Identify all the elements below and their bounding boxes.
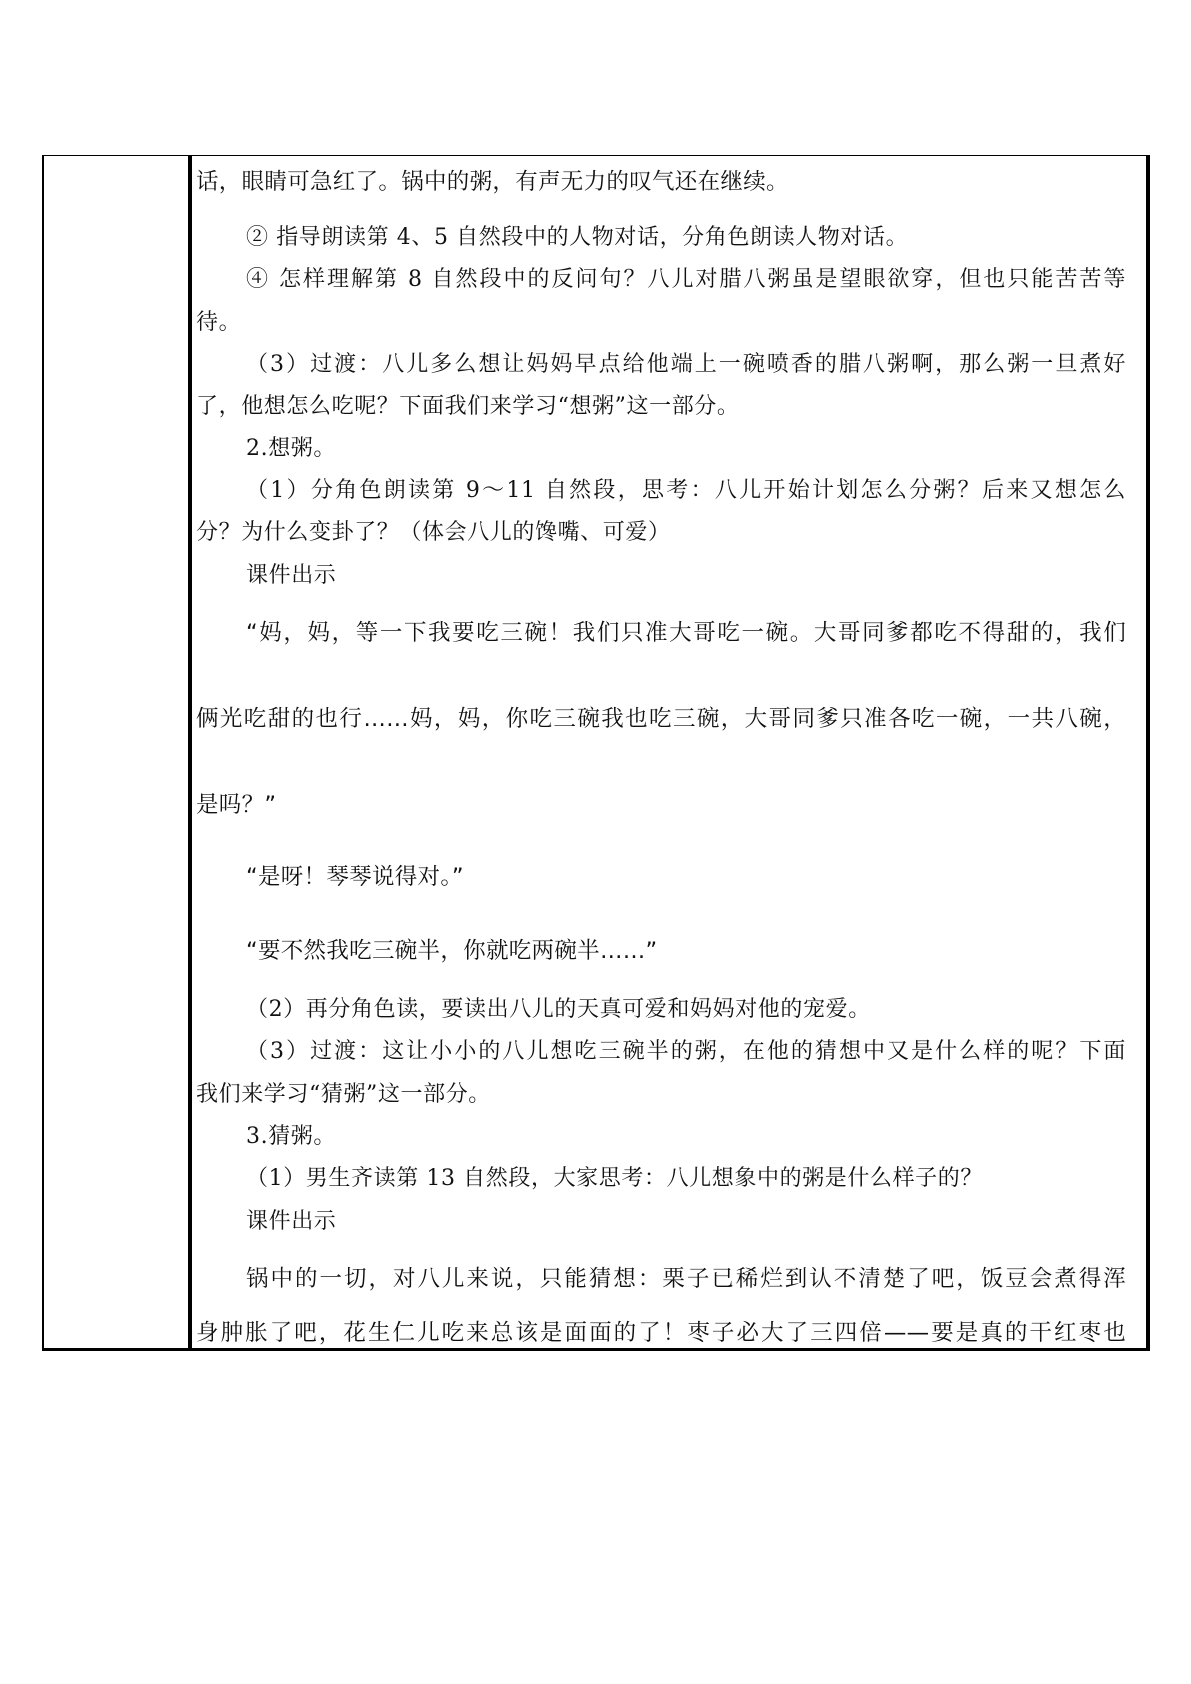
text-line: 3.猜粥。 [246, 1124, 336, 1149]
label-cell [44, 156, 192, 1348]
text-line: “妈，妈，等一下我要吃三碗！我们只准大哥吃一碗。大哥同爹都吃不得甜的，我们 [246, 620, 1126, 646]
text-line: ② 指导朗读第 4、5 自然段中的人物对话，分角色朗读人物对话。 [246, 225, 909, 250]
text-line: （1）男生齐读第 13 自然段，大家思考：八儿想象中的粥是什么样子的？ [246, 1166, 983, 1191]
text-line: （1）分角色朗读第 9～11 自然段，思考：八儿开始计划怎么分粥？后来又想怎么 [246, 478, 1126, 503]
text-line: 话，眼睛可急红了。锅中的粥，有声无力的叹气还在继续。 [196, 169, 789, 195]
text-line: “是呀！琴琴说得对。” [246, 864, 464, 890]
text-line: （3）过渡：这让小小的八儿想吃三碗半的粥，在他的猜想中又是什么样的呢？下面 [246, 1039, 1126, 1064]
text-line: “要不然我吃三碗半，你就吃两碗半……” [246, 938, 658, 964]
text-line: 我们来学习“猜粥”这一部分。 [196, 1082, 491, 1107]
text-line: 锅中的一切，对八儿来说，只能猜想：栗子已稀烂到认不清楚了吧，饭豆会煮得浑 [246, 1266, 1126, 1292]
text-line: 了，他想怎么吃呢？下面我们来学习“想粥”这一部分。 [196, 394, 740, 419]
text-line: ④ 怎样理解第 8 自然段中的反问句？八儿对腊八粥虽是望眼欲穿，但也只能苦苦等 [246, 267, 1126, 292]
text-line: 2.想粥。 [246, 436, 336, 461]
text-line: （3）过渡：八儿多么想让妈妈早点给他端上一碗喷香的腊八粥啊，那么粥一旦煮好 [246, 352, 1126, 377]
text-line: 分？为什么变卦了？（体会八儿的馋嘴、可爱） [196, 520, 671, 545]
text-line: 课件出示 [246, 563, 337, 588]
text-line: 课件出示 [246, 1209, 337, 1234]
text-line: 待。 [196, 310, 242, 335]
text-line: （2）再分角色读，要读出八儿的天真可爱和妈妈对他的宠爱。 [246, 997, 871, 1022]
lesson-table [42, 155, 1150, 1351]
text-line: 身肿胀了吧，花生仁儿吃来总该是面面的了！枣子必大了三四倍——要是真的干红枣也 [196, 1320, 1126, 1346]
text-line: 俩光吃甜的也行……妈，妈，你吃三碗我也吃三碗，大哥同爹只准各吃一碗，一共八碗， [196, 706, 1126, 732]
content-cell [196, 156, 1146, 1348]
text-line: 是吗？” [196, 792, 277, 818]
